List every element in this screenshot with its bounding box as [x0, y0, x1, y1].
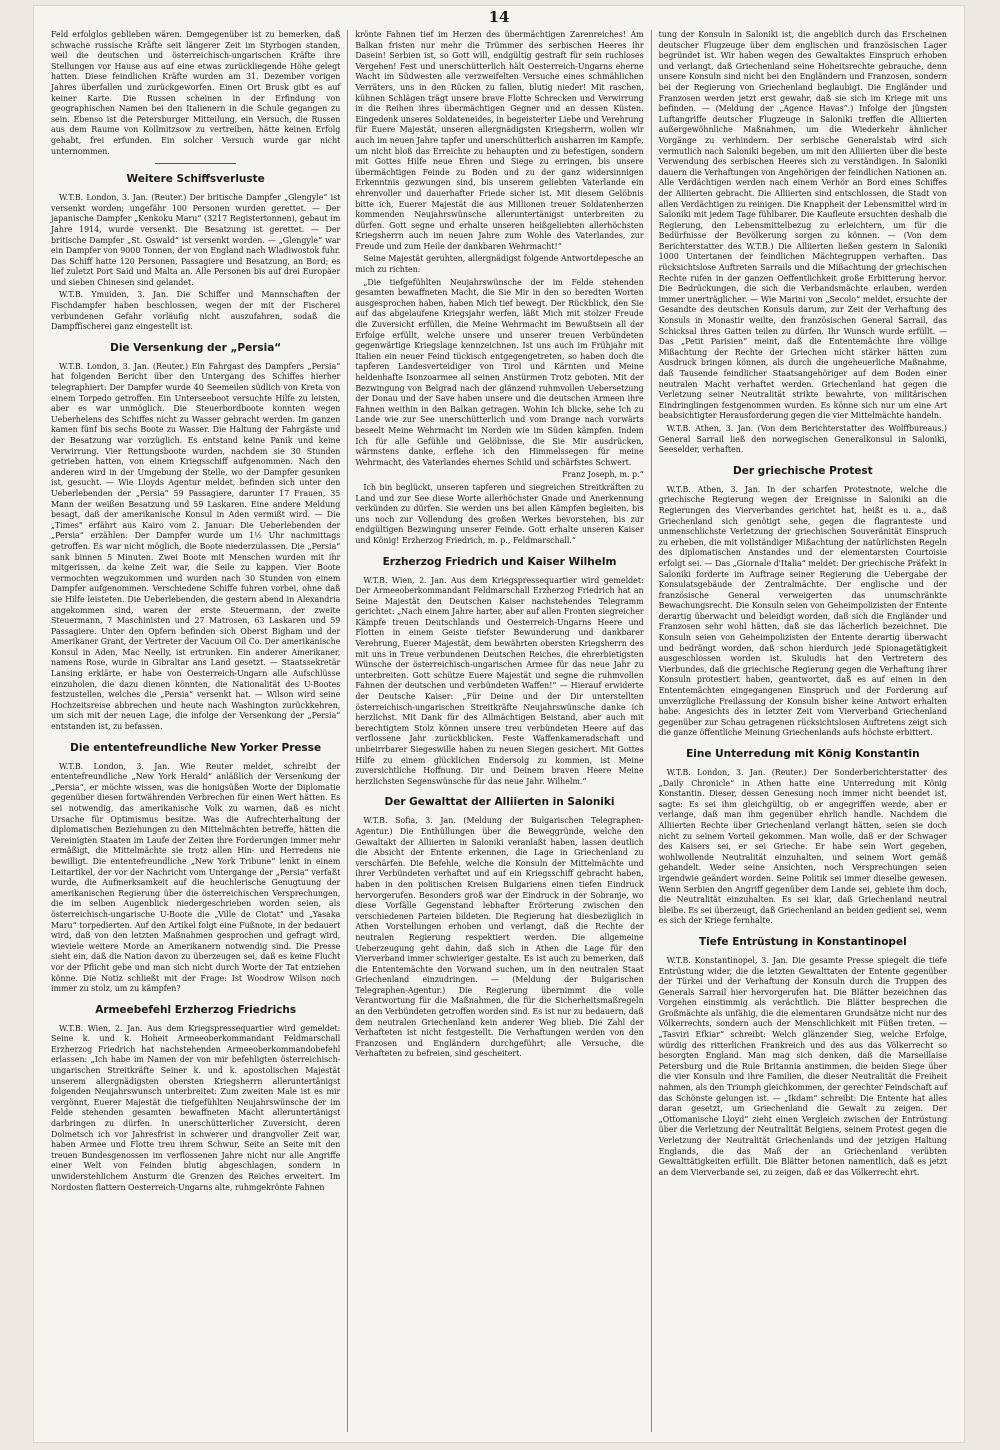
headline: Die ententefreundliche New Yorker Presse — [70, 741, 322, 754]
article-text: W.T.B. Athen, 3. Jan. (Von dem Berichterstatter des Wolffbureaus.) General Sarrail ließ den norwegischen Generalkonsul in Saloniki, Seeselder, verhaften. — [658, 423, 947, 455]
article-text: W.T.B. Ymuiden, 3. Jan. Die Schiffer und Mannschaften der Fischdampfer haben beschlossen, wegen der mit der Fischerei verbundenen Gefahr vorläufig nicht auszufahren, sodaß die Dampffischerei ganz eingestellt ist. — [51, 290, 341, 332]
article-text: W.T.B. Sofia, 3. Jan. (Meldung der Bulgarischen Telegraphen-Agentur.) Die Enthüllungen über die Beweggründe, welche den Gewaltakt der Alliierten in Saloniki veranlaßt haben, lassen deutlich die Absicht der Entente erkennen, die Lage in Griechenland zu verschärfen. Die Befehle, welche die Konsuln der Mittelmächte und ihrer Verbündeten verhaftet und auf ein Kriegsschiff gebracht haben, haben in den politischen Kreisen Bulgariens einen tiefen Eindruck hervorgerufen. Besonders groß war der Eindruck in der Sobranje, wo diese Vorfälle Gegenstand lebhafter Erörterung zwischen den verschiedenen Parteien bildeten. Die Regierung hat diesbezüglich in Athen Vorstellungen erhoben und verlangt, daß die Rechte der neutralen Regierung respektiert werden. Die allgemeine Ueberzeugung geht dahin, daß sich in Athen die Lage für den Vierverband immer schwieriger gestalte. Es ist auch zu bemerken, daß die Ententemächte den Vorwand suchen, um in den neutralen Staat Griechenland einzudringen. — (Meldung der Bulgarischen Telegraphen-Agentur.) Die Regierung übernimmt die volle Verantwortung für die Maßnahmen, die für die Sicherheitsmaßregeln an den Verbündeten getroffen worden sind. Es ist nur zu bedauern, daß dem neutralen Griechenland kein anderer Weg blieb. Die Zahl der Verhafteten ist nicht festgestellt. Die Verhaftungen werden von den Franzosen und Engländern durchgeführt; alle Versuche, die Verhafteten zu befreien, sind gescheitert. — [355, 816, 644, 1059]
page-number: 14 — [488, 8, 510, 26]
headline: Die Versenkung der „Persia“ — [110, 341, 282, 354]
article-text: W.T.B. Konstantinopel, 3. Jan. Die gesamte Presse spiegelt die tiefe Entrüstung wider, die die letzten Gewalttaten der Entente gegenüber der Türkei und der Verhaftung der Konsuln durch die Truppen des Generals Sarrail hier hervorgerufen hat. Die Blätter bezeichnen das Vorgehen einstimmig als verächtlich. Die Blätter besprechen die Großmächte als unfähig, die die elementaren Grundsätze nicht nur des Völkerrechts, sondern auch der Menschlichkeit mit Füßen treten. — „Tasviri Efkiar“ schreibt: Welch glänzender Sieg, welche Erfolge, würdig des ritterlichen Frankreich und des aus das Völkerrecht so besorgten England. Man mag sich denken, daß die Marseillaise Petersburg und die Rule Britannia anstimmen, die beiden Siege über die vier Konsuln und ihre Familien, die dieser Neutralität die Freiheit nahmen, als den Triumph gleichkommen, der gerechter Feindschaft auf das Schönste gelungen ist. — „Ikdam“ schreibt: Die Entente hat alles daran gesetzt, um Griechenland die Gewalt zu zeigen. Der „Ottomanische Lloyd“ zieht einen Vergleich zwischen der Entrüstung über die Verletzung der Neutralität Belgiens, seinem Protest gegen die Verletzung der Neutralität Griechenlands und der jetzigen Haltung Englands, die das Maß der an Griechenland verübten Gewalttätigkeiten erfüllt. Die Blätter betonen namentlich, daß es jetzt an dem Vierverbande sei, zu zeigen, daß er das Völkerrecht ehrt. — [658, 955, 947, 1177]
article-text: tung der Konsuln in Saloniki ist, die angeblich durch das Erscheinen deutscher Flugzeuge über dem englischen und französischen Lager begründet ist. Wir haben wegen des Gewaltaktes Einspruch erhoben und verlangt, daß Griechenland seine Hoheitsrechte gebrauche, denn unsere Konsuln sind nicht bei den Engländern und Franzosen, sondern bei der Regierung von Griechenland beglaubigt. Die Engländer und Franzosen werden jetzt erst gewahr, daß sie sich im Kriege mit uns befinden. — (Meldung der „Agence Havas“.) Infolge der jüngsten Luftangriffe deutscher Flugzeuge in Saloniki treffen die Alliierten außergewöhnliche Maßnahmen, um die Wiederkehr ähnlicher Vorgänge zu verhindern. Der serbische Generalstab wird sich vermutlich nach Saloniki begeben, um mit den Alliierten über die beste Verwendung des serbischen Heeres sich zu verständigen. In Saloniki dauern die Verhaftungen von Angehörigen der feindlichen Nationen an. Alle Verdächtigen werden nach einem Verhör an Bord eines Schiffes der Alliierten gebracht. Die Alliierten sind entschlossen, die Stadt von allen Verdächtigen zu reinigen. Die Knappheit der Lebensmittel wird in Saloniki mit jedem Tage fühlbarer. Die Kaufleute ersuchten deshalb die Regierung, den Lebensmittelbezug zu erleichtern, um für die Bedürfnisse der Bevölkerung sorgen zu können. — (Von dem Berichterstatter des W.T.B.) Die Alliierten ließen gestern in Saloniki 1000 Untertanen der feindlichen Mächtegruppen verhaften. Das rücksichtslose Auftreten Sarrails und die Mißachtung der griechischen Rechte rufen in der ganzen Oeffentlichkeit große Erbitterung hervor. Die Bedrückungen, die sich die Verbandsmächte erlauben, werden immer unerträglicher. — Wie Marini von „Secolo“ meldet, ersuchte der Gesandte des deutschen Konsuls darum, zur Zeit der Verhaftung des Konsuls in Monastir weilte, den französischen General Sarrail, das Schicksal ihres Gatten teilen zu dürfen. Ihr Wunsch wurde erfüllt. — Das „Petit Parisien“ meint, daß die Ententemächte ihre völlige Mißachtung der Rechte der Griechen nicht stärker hätten zum Ausdruck bringen können, als durch die ungeheuerliche Maßnahme, daß Tausende feindlicher Staatsangehöriger auf dem Boden einer neutralen Macht verhaftet werden. Griechenland hat gegen die Verletzung seiner Neutralität strikte bewahrte, von militärischen Eindringlingen festgenommen wurden. Es könne sich nur um eine Art beabsichtigter Herausforderung gegen die vier Mittelmächte handeln. — [658, 30, 947, 421]
headline: Der Gewalttat der Alliierten in Saloniki — [384, 796, 615, 809]
text-columns — [44, 30, 954, 1432]
headline: Armeebefehl Erzherzog Friedrichs — [95, 1003, 297, 1016]
column-1 — [44, 30, 347, 1432]
article-text: W.T.B. Wien, 2. Jan. Aus dem Kriegspressequartier wird gemeldet: Der Armeeoberkommandant Feldmarschall Erzherzog Friedrich hat an Seine Majestät den Deutschen Kaiser nachstehendes Telegramm gerichtet: „Nach einem Jahre harter, aber auf allen Fronten siegreicher Kämpfe treuen Deutschlands und Oesterreich-Ungarns Heere und Flotten in einem Geiste tiefster Bewunderung und dankbarer Verehrung, Euerer Majestät, dem bewährten obersten Kriegsherrn des mit uns in Treue verbundenen Deutschen Reiches, die ehrerbietigsten Wünsche der österreichisch-ungarischen Armee für das neue Jahr zu unterbreiten. Gott schütze Euere Majestät und segne die ruhmvollen Fahnen der deutschen und verbündeten Waffen!“ — Hierauf erwiderte der Deutsche Kaiser: „Für Deine und der Dir unterstellten österreichisch-ungarischen Streitkräfte Neujahrswünsche danke ich herzlichst. Mit Dank für des Allmächtigen Beistand, aber auch mit berechtigtem Stolz können unsere treu verbündeten Heere auf das verflossene Jahr zurückblicken. Feste Waffenkameradschaft und unbeirrbarer Siegeswille haben zu neuen Siegen gesichert. Mit Gottes Hilfe zu einem glücklichen Endersolg zu kommen, ist Meine zuversichtliche Hoffnung. Dir und Deinem braven Heere Meine herzlichsten Segenswünsche für das neue Jahr. Wilhelm.“ — [355, 575, 644, 786]
article-text: krönte Fahnen tief im Herzen des übermächtigen Zarenreiches! Am Balkan fristen nur mehr die Trümmer des serbischen Heeres ihr Dasein! Serbien ist, so Gott will, endgültig gestraft für sein ruchloses Vergehen! Fest und unerschütterlich hält Oesterreich-Ungarns eherne Wacht im Südwesten alle verzweifelten Versuche eines schmählichen Verräters, uns in den Rücken zu fallen, blutig nieder! Mit raschen, kühnen Schlägen trägt unsere brave Flotte Schrecken und Verwirrung in die Reihen ihres übermächtigen Gegner und an dessen Küsten. Eingedenk unseres Soldateneides, in begeisterter Liebe und Verehrung für Euere Majestät, unseren allergnädigsten Kriegsherrn, wollen wir auch im neuen Jahre tapfer und unerschütterlich ausharren im Kampfe, um nicht bloß das Erreichte zu behaupten und zu befestigen, sondern mit Gottes Hilfe neue Ehren und Siege zu erringen, bis unsere übermächtigen Feinde zu Boden und zu der ganz widersinnigen Erkenntnis gezwungen sind, bis unserem geliebten Vaterlande ein ehrenvoller und dauerhafter Friede sicher ist. Mit diesem Gelöbnis bitte ich, Euerer Majestät die aus Millionen treuer Soldatenherzen kommenden Neujahrswünsche alleruntertänigst unterbreiten zu dürfen. Gott segne und erhalte unseren heißgeliebten allerhöchsten Kriegsherrn auch im neuen Jahre zum Wohle des Vaterlandes, zur Freude und zum Heile der dankbaren Wehrmacht!“ — [355, 30, 644, 251]
article-text: Feld erfolglos geblieben wären. Demgegenüber ist zu bemerken, daß schwache russische Kräfte seit längerer Zeit im Styrbogen standen, weil die deutschen und österreichisch-ungarischen Kräfte ihre Stellungen vor Hause aus auf eine etwas zurückliegende Höhe gelegt hatten. Diese feindlichen Kräfte wurden am 31. Dezember vorigen Jahres überfallen und zurückgeworfen. Einen Ort Brusk gibt es auf keiner Karte. Die Russen scheinen in der Erfindung von geographischen Namen bei den Italienern in die Schule gegangen zu sein. Ebenso ist die Petersburger Mitteilung, ein Versuch, die Russen aus dem Raume von Kollmitzsow zu vertreiben, hätte keinen Erfolg gehabt, frei erfunden. Ein solcher Versuch wurde gar nicht unternommen. — [51, 30, 341, 156]
headline: Weitere Schiffsverluste — [126, 173, 265, 186]
article-text: Seine Majestät geruhten, allergnädigst folgende Antwortdepesche an mich zu richten: — [355, 254, 644, 275]
divider — [155, 163, 236, 164]
headline: Tiefe Entrüstung in Konstantinopel — [698, 935, 907, 948]
article-text: W.T.B. London, 3. Jan. Wie Reuter meldet, schreibt der ententefreundliche „New York Herald“ anläßlich der Versenkung der „Persia“, er möchte wissen, was die honigsüßen Worte der Diplomatie gegenüber diesen fortwährenden Verbrechen für einen Wert hätten. Es sei notwendig, das amerikanische Volk zu warnen, daß es nicht Ursache für Optimismus besitze. Was die Aufrechterhaltung der diplomatischen Beziehungen zu den Mittelmächten betreffe, hätten die Vereinigten Staaten im Laufe der Zeiten ihre Forderungen immer mehr ermäßigt, die Mittelmächte sie trotz allen Hin- und Herredens nie bewilligt. Die ententefreundliche „New York Tribune“ lenkt in einem Leitartikel, der vor der Nachricht vom Untergange der „Persia“ verfaßt wurde, die Aufmerksamkeit auf die heuchlerische Genugtuung der amerikanischen Regierung über die österreichischen Versprechungen, die im selben Augenblick niedergeschrieben worden seien, als österreichisch-ungarische U-Boote die „Ville de Ciotat“ und „Yasaka Maru“ torpedierten. Auf den Artikel folgt eine Fußnote, in der bedauert wird, daß von den letzten Maßnahmen gesprochen und gefragt wird, wieviele weitere Morde an Amerikanern notwendig sind. Die Presse sieht ein, daß die Nation davon zu überzeugen sei, daß es keine Flucht vor der Pflicht gebe und man sich nicht durch Worte der Tat entziehen könne. Die Notiz schließt mit der Frage: Ist Woodrow Wilson noch immer zu stolz, um zu kämpfen? — [51, 761, 341, 994]
article-text: W.T.B. Wien, 2. Jan. Aus dem Kriegspressequartier wird gemeldet: Seine k. und k. Hoheit Armeeoberkommandant Feldmarschall Erzherzog Friedrich hat nachstehenden Armeeoberkommandobefehl erlassen: „Ich habe im Namen der von mir befehligten österreichisch-ungarischen Streitkräfte Seiner k. und k. apostolischen Majestät unserem allergnädigsten obersten Kriegsherrn alleruntertänigst folgenden Neujahrswunsch unterbreitet: Zum zweiten Male ist es mir vergönnt, Euerer Majestät die tiefgefühlten Neujahrswünsche der im Felde stehenden gesamten bewaffneten Macht alleruntertänigst darbringen zu dürfen. In unerschütterlicher Zuversicht, deren Dolmetsch ich vor Jahresfrist in schwerer und drangvoller Zeit war, haben Armee und Flotte treu ihrem Schwur, Seite an Seite mit den treuen Bundesgenossen im verflossenen Jahre nicht nur alle Angriffe einer Welt von Feinden blutig abgeschlagen, sondern in unwiderstehlichem Ansturm die Grenzen des Reiches erweitert. Im Nordosten flattern Oesterreich-Ungarns alte, ruhmgekrönte Fahnen — [51, 1023, 341, 1192]
article-text: W.T.B. London, 3. Jan. (Reuter.) Der britische Dampfer „Glengyle“ ist versenkt worden; ungefähr 100 Personen wurden gerettet. — Der japanische Dampfer „Kenkoku Maru“ (3217 Registertonnen), gebaut im Jahre 1914, wurde versenkt. Die Besatzung ist gerettet. — Der britische Dampfer „St. Oswald“ ist versenkt worden. — „Glengyle“ war ein Dampfer von 9000 Tonnen, der von England nach Wladiwostok fuhr. Das Schiff hatte 120 Personen, Passagiere und Besatzung, an Bord; es lief zuletzt Port Said und Malta an. Alle Personen bis auf drei Europäer und sieben Chinesen sind gelandet. — [51, 193, 341, 287]
article-text: „Die tiefgefühlten Neujahrswünsche der im Felde stehenden gesamten bewaffneten Macht, die Sie Mir in den so beredten Worten ausgesprochen haben, haben Mich tief bewegt. Der Rückblick, den Sie auf das abgelaufene Kriegsjahr werfen, läßt Mich mit stolzer Freude die Zuversicht erfüllen, die Meine Wehrmacht im Bewußtsein all der Erfolge erfüllt, welche unsere und unserer treuen Verbündeten gegenwärtige Kriegslage kennzeichnen. Ist uns auch im Frühjahr mit Italien ein neuer Feind tückisch entgegengetreten, so haben doch die tapferen Landesverteidiger von Tirol und Kärnten und Meine heldenhafte Isonzoarmee all seinen Anstürmen Trotz geboten. Mit der Bezwingung von Belgrad nach der glänzend ruhmvollen Uebersetzung der Donau und der Save haben unsere und die deutschen Armeen ihre Fahnen weithin in den Balkan getragen. Wohin Ich blicke, sehe Ich zu Lande wie zur See unerschütterlich und vom Drange nach vorwärts beseelt Meine Wehrmacht im Norden wie im Süden kämpfen. Indem Ich für alle Gefühle und Gelöbnisse, die Sie Mir ausdrücken, wärmstens danke, erflehe ich den Himmelssegen für meine Wehrmacht, des Vaterlandes ehernes Schild und schärfstes Schwert. — [355, 277, 644, 467]
column-3 — [651, 30, 954, 1432]
headline: Der griechische Protest — [733, 464, 873, 477]
page-edge-shadow — [964, 0, 1000, 1450]
headline: Erzherzog Friedrich und Kaiser Wilhelm — [382, 555, 617, 568]
article-text: Franz Joseph, m. p.“ — [562, 470, 644, 480]
column-2 — [347, 30, 650, 1432]
article-text: W.T.B. Athen, 3. Jan. In der scharfen Protestnote, welche die griechische Regierung wegen der Ereignisse in Saloniki an die Regierungen des Vierverbandes gerichtet hat, heißt es u. a., daß Griechenland sich genötigt sehe, gegen die flagranteste und unmenschlichste Verletzung der griechischen Souveränität Einspruch zu erheben, die mit vollständiger Mißachtung der natürlichsten Regeln des diplomatischen Anstandes und der elementarsten Courtoisie erfolgt sei. — Das „Giornale d'Italia“ meldet: Der griechische Präfekt in Saloniki forderte im Auftrage seiner Regierung die Uebergabe der Konsulatsgebäude der Zentralmächte. Der englische und der französische General verweigerten das unumschränkte Bewachungsrecht. Die Konsuln seien von Geheimpolizisten der Entente derartig überwacht und beleidigt worden, daß sich die Engländer und Franzosen sehr wohl hätten, daß sie das lächerlich bezeichnet. Die Konsuln seien von Geheimpolizisten der Entente derartig überwacht und bedrängt worden, daß schon hierdurch jede Spionagetätigkeit ausgeschlossen worden ist. Skuludis hat den Vertretern des Vierbundes, daß die griechische Regierung gegen die Verhaftung ihrer Konsuln protestiert haben, geantwortet, daß es auf einen in den Ententemächten eingegangenen Einspruch und der Forderung auf unverzügliche Freilassung der Konsuln bisher keine Antwort erhalten habe. Angesichts des in letzter Zeit vom Vierverband Griechenland gegenüber zur Schau getragenen rücksichtslosen Auftretens zeigt sich die ganze öffentliche Meinung Griechenlands aufs höchste erbittert. — [658, 484, 947, 738]
newspaper-page — [34, 6, 964, 1442]
article-text: Ich bin beglückt, unseren tapferen und siegreichen Streitkräften zu Land und zur See diese Worte allerhöchster Gnade und Anerkennung verkünden zu dürfen. Sie werden uns bei allen Kämpfen begleiten, bis uns noch zur Vollendung des großen Werkes bevorstehen, bis zur endgültigen Bezwingung unserer Feinde. Gott erhalte unseren Kaiser und König! Erzherzog Friedrich, m. p., Feldmarschall.“ — [355, 482, 644, 545]
article-text: W.T.B. London, 3. Jan. (Reuter.) Der Sonderberichterstatter des „Daily Chronicle“ in Athen hatte eine Unterredung mit König Konstantin. Dieser, dessen Genesung noch immer nicht beendet ist, sagte: Es sei ihm gleichgültig, ob er angegriffen werde, aber er verlange, daß man ihm gegenüber ehrlich handle. Nachdem die Alliierten Rechte über Griechenland verlangt hätten, seien sie doch nicht zu seinem Vorteil gekommen. Man wolle, daß er der Schwager des Kaisers sei, er sei Grieche. Er habe sein Wort gegeben, wohlwollende Neutralität einzuhalten, und seinem Wort gemäß gehandelt. Weder seine Ansichten, noch Versprechungen seien irgendwie geändert worden. Seine Politik sei immer dieselbe gewesen. Wenn Serbien den Angriff gegenüber dem Lande sei, gebiete ihm doch, die Neutralität einzuhalten. Es sei klar, daß Griechenland neutral bleibe. Es sei überzeugt, daß Griechenland an beiden gedient sei, wenn es sich der Kriege fernhalte. — [658, 768, 947, 926]
article-text: W.T.B. London, 3. Jan. (Reuter.) Ein Fahrgast des Dampfers „Persia“ hat folgenden Bericht über den Untergang des Schiffes hierher telegraphiert: Der Dampfer wurde 40 Seemeilen südlich von Kreta von einem Torpedo getroffen. Ein Unterseeboot versuchte Hilfe zu leisten, aber es war unmöglich. Die Steuerbordboote konnten wegen Ueberhelens des Schiffes nicht zu Wasser gebracht werden. Im ganzen kamen fünf bis sechs Boote zu Wasser. Die Haltung der Fahrgäste und der Besatzung war vorzüglich. Es entstand keine Panik und keine Verwirrung. Vier Rettungsboote wurden, nachdem sie 30 Stunden getrieben hatten, von einem Kriegsschiff aufgenommen. Nach den anderen wird in der Umgebung der Stelle, wo der Dampfer gesunken ist, gesucht. — Wie Lloyds Agentur meldet, befinden sich unter den Ueberlebenden der „Persia“ 59 Passagiere, darunter 17 Frauen, 35 Mann der weißen Besatzung und 59 Laskaren. Eine andere Meldung besagt, daß der amerikanische Konsul in Aden vermißt wird. — Die „Times“ erfährt aus Kairo vom 2. Januar: Die Ueberlebenden der „Persia“ erzählen: Der Dampfer wurde um 1½ Uhr nachmittags getroffen. Es war nicht möglich, die Boote niederzulassen. Die „Persia“ sank binnen 5 Minuten. Zwei Boote mit Menschen wurden mit ihr mitgerissen, da keine Zeit war, die Seile zu kappen. Vier Boote vermochten wegzukommen und wurden nach 30 Stunden von einem Dampfer aufgenommen. Verschiedene Schiffe fuhren vorbei, ohne daß sie Hilfe leisteten. Die Ueberlebenden, die gestern abend in Alexandria angekommen sind, waren der erste Steuermann, der zweite Steuermann, 7 Maschinisten und 27 Matrosen, 63 Laskaren und 59 Passagiere. Unter den Opfern befinden sich Oberst Bigham und der Amerikaner Grant, der Vertreter der Vacuum Oil Co. Der amerikanische Konsul in Aden, Mac Neelly, ist ertrunken. Ein anderer Amerikaner, namens Rose, wurde in Gibraltar ans Land gesetzt. — Staatssekretär Lansing erklärte, er habe von Oesterreich-Ungarn alle Aufschlüsse einzuholen, die dazu dienen könnten, die Nationalität des U-Bootes festzustellen, welches die „Persia“ versenkt hat. — Wilson wird seine Hochzeitsreise abbrechen und heute nach Washington zurückkehren, um sich mit der neuen Lage, die infolge der Versenkung der „Persia“ entstanden ist, zu befassen. — [51, 361, 341, 732]
headline: Eine Unterredung mit König Konstantin — [686, 748, 920, 760]
